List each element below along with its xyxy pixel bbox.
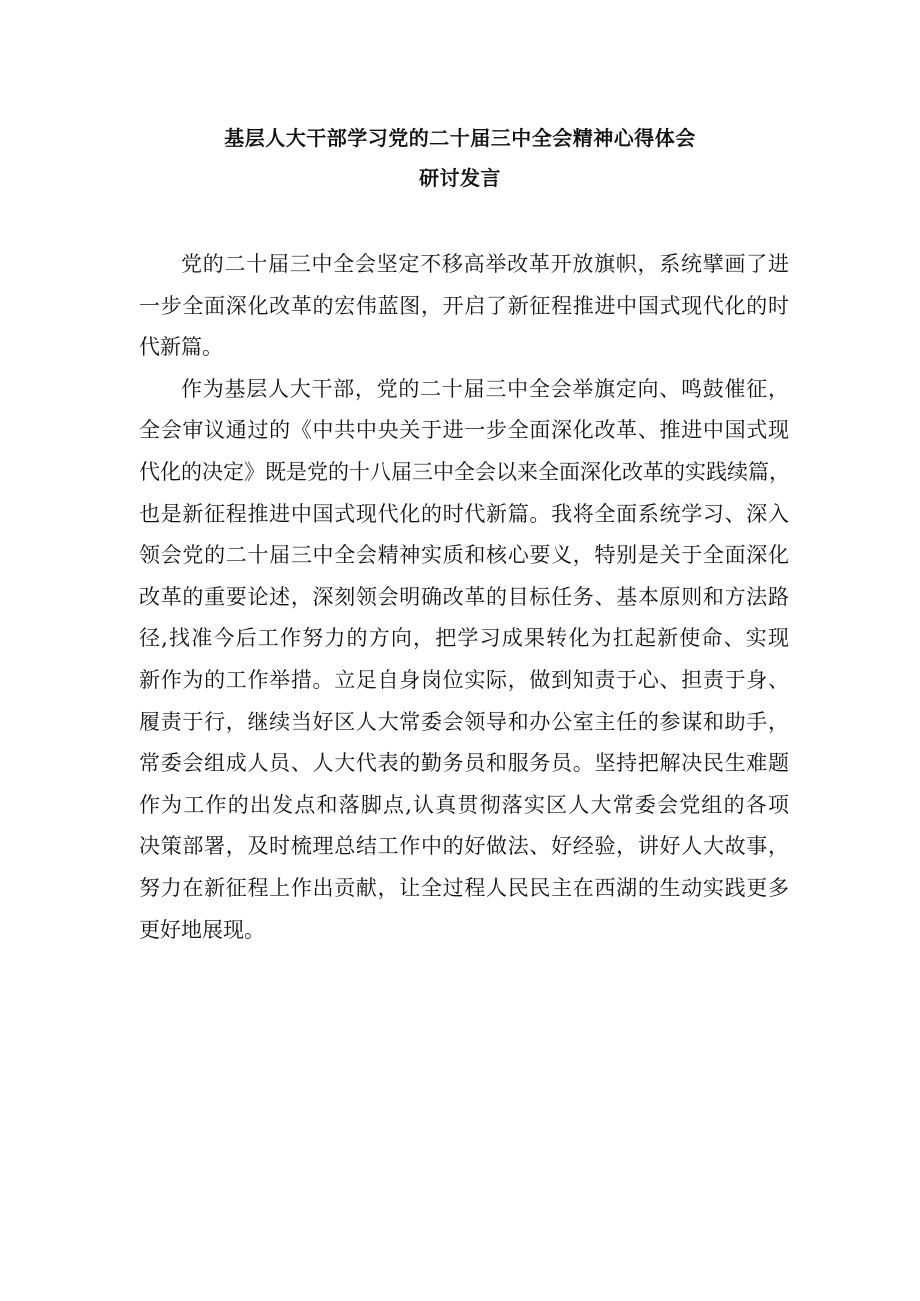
paragraph-line: 也是新征程推进中国式现代化的时代新篇。我将全面系统学习、深入 (139, 501, 789, 526)
paragraph-line: 改革的重要论述，深刻领会明确改革的目标任务、基本原则和方法路 (139, 584, 789, 609)
paragraph-line: 领会党的二十届三中全会精神实质和核心要义，特别是关于全面深化 (139, 543, 789, 568)
paragraph-line: 更好地展现。 (139, 917, 265, 942)
document-title (0, 118, 920, 198)
paragraph-line: 一步全面深化改革的宏伟蓝图，开启了新征程推进中国式现代化的时 (139, 293, 789, 318)
title-line-2: 研讨发言 (419, 166, 501, 190)
paragraph-line: 常委会组成人员、人大代表的勤务员和服务员。坚持把解决民生难题 (139, 751, 789, 776)
paragraph-line: 新作为的工作举措。立足自身岗位实际，做到知责于心、担责于身、 (139, 667, 789, 692)
paragraph-line: 决策部署，及时梳理总结工作中的好做法、好经验，讲好人大故事， (139, 834, 789, 859)
paragraph-line: 作为基层人大干部，党的二十届三中全会举旗定向、鸣鼓催征， (181, 376, 789, 401)
paragraph-1 (139, 244, 789, 369)
paragraph-line: 全会审议通过的《中共中央关于进一步全面深化改革、推进中国式现 (139, 418, 789, 443)
paragraph-line: 努力在新征程上作出贡献，让全过程人民民主在西湖的生动实践更多 (139, 875, 789, 900)
paragraph-2 (139, 369, 789, 951)
paragraph-line: 径,找准今后工作努力的方向，把学习成果转化为扛起新使命、实现 (139, 626, 789, 651)
paragraph-line: 作为工作的出发点和落脚点,认真贯彻落实区人大常委会党组的各项 (139, 792, 789, 817)
paragraph-line: 代化的决定》既是党的十八届三中全会以来全面深化改革的实践续篇， (139, 459, 790, 484)
document-body (139, 244, 789, 951)
paragraph-line: 代新篇。 (139, 335, 223, 360)
title-line-1: 基层人大干部学习党的二十届三中全会精神心得体会 (224, 126, 696, 150)
paragraph-line: 党的二十届三中全会坚定不移高举改革开放旗帜，系统擘画了进 (181, 252, 789, 276)
paragraph-line: 履责于行，继续当好区人大常委会领导和办公室主任的参谋和助手， (139, 709, 789, 734)
